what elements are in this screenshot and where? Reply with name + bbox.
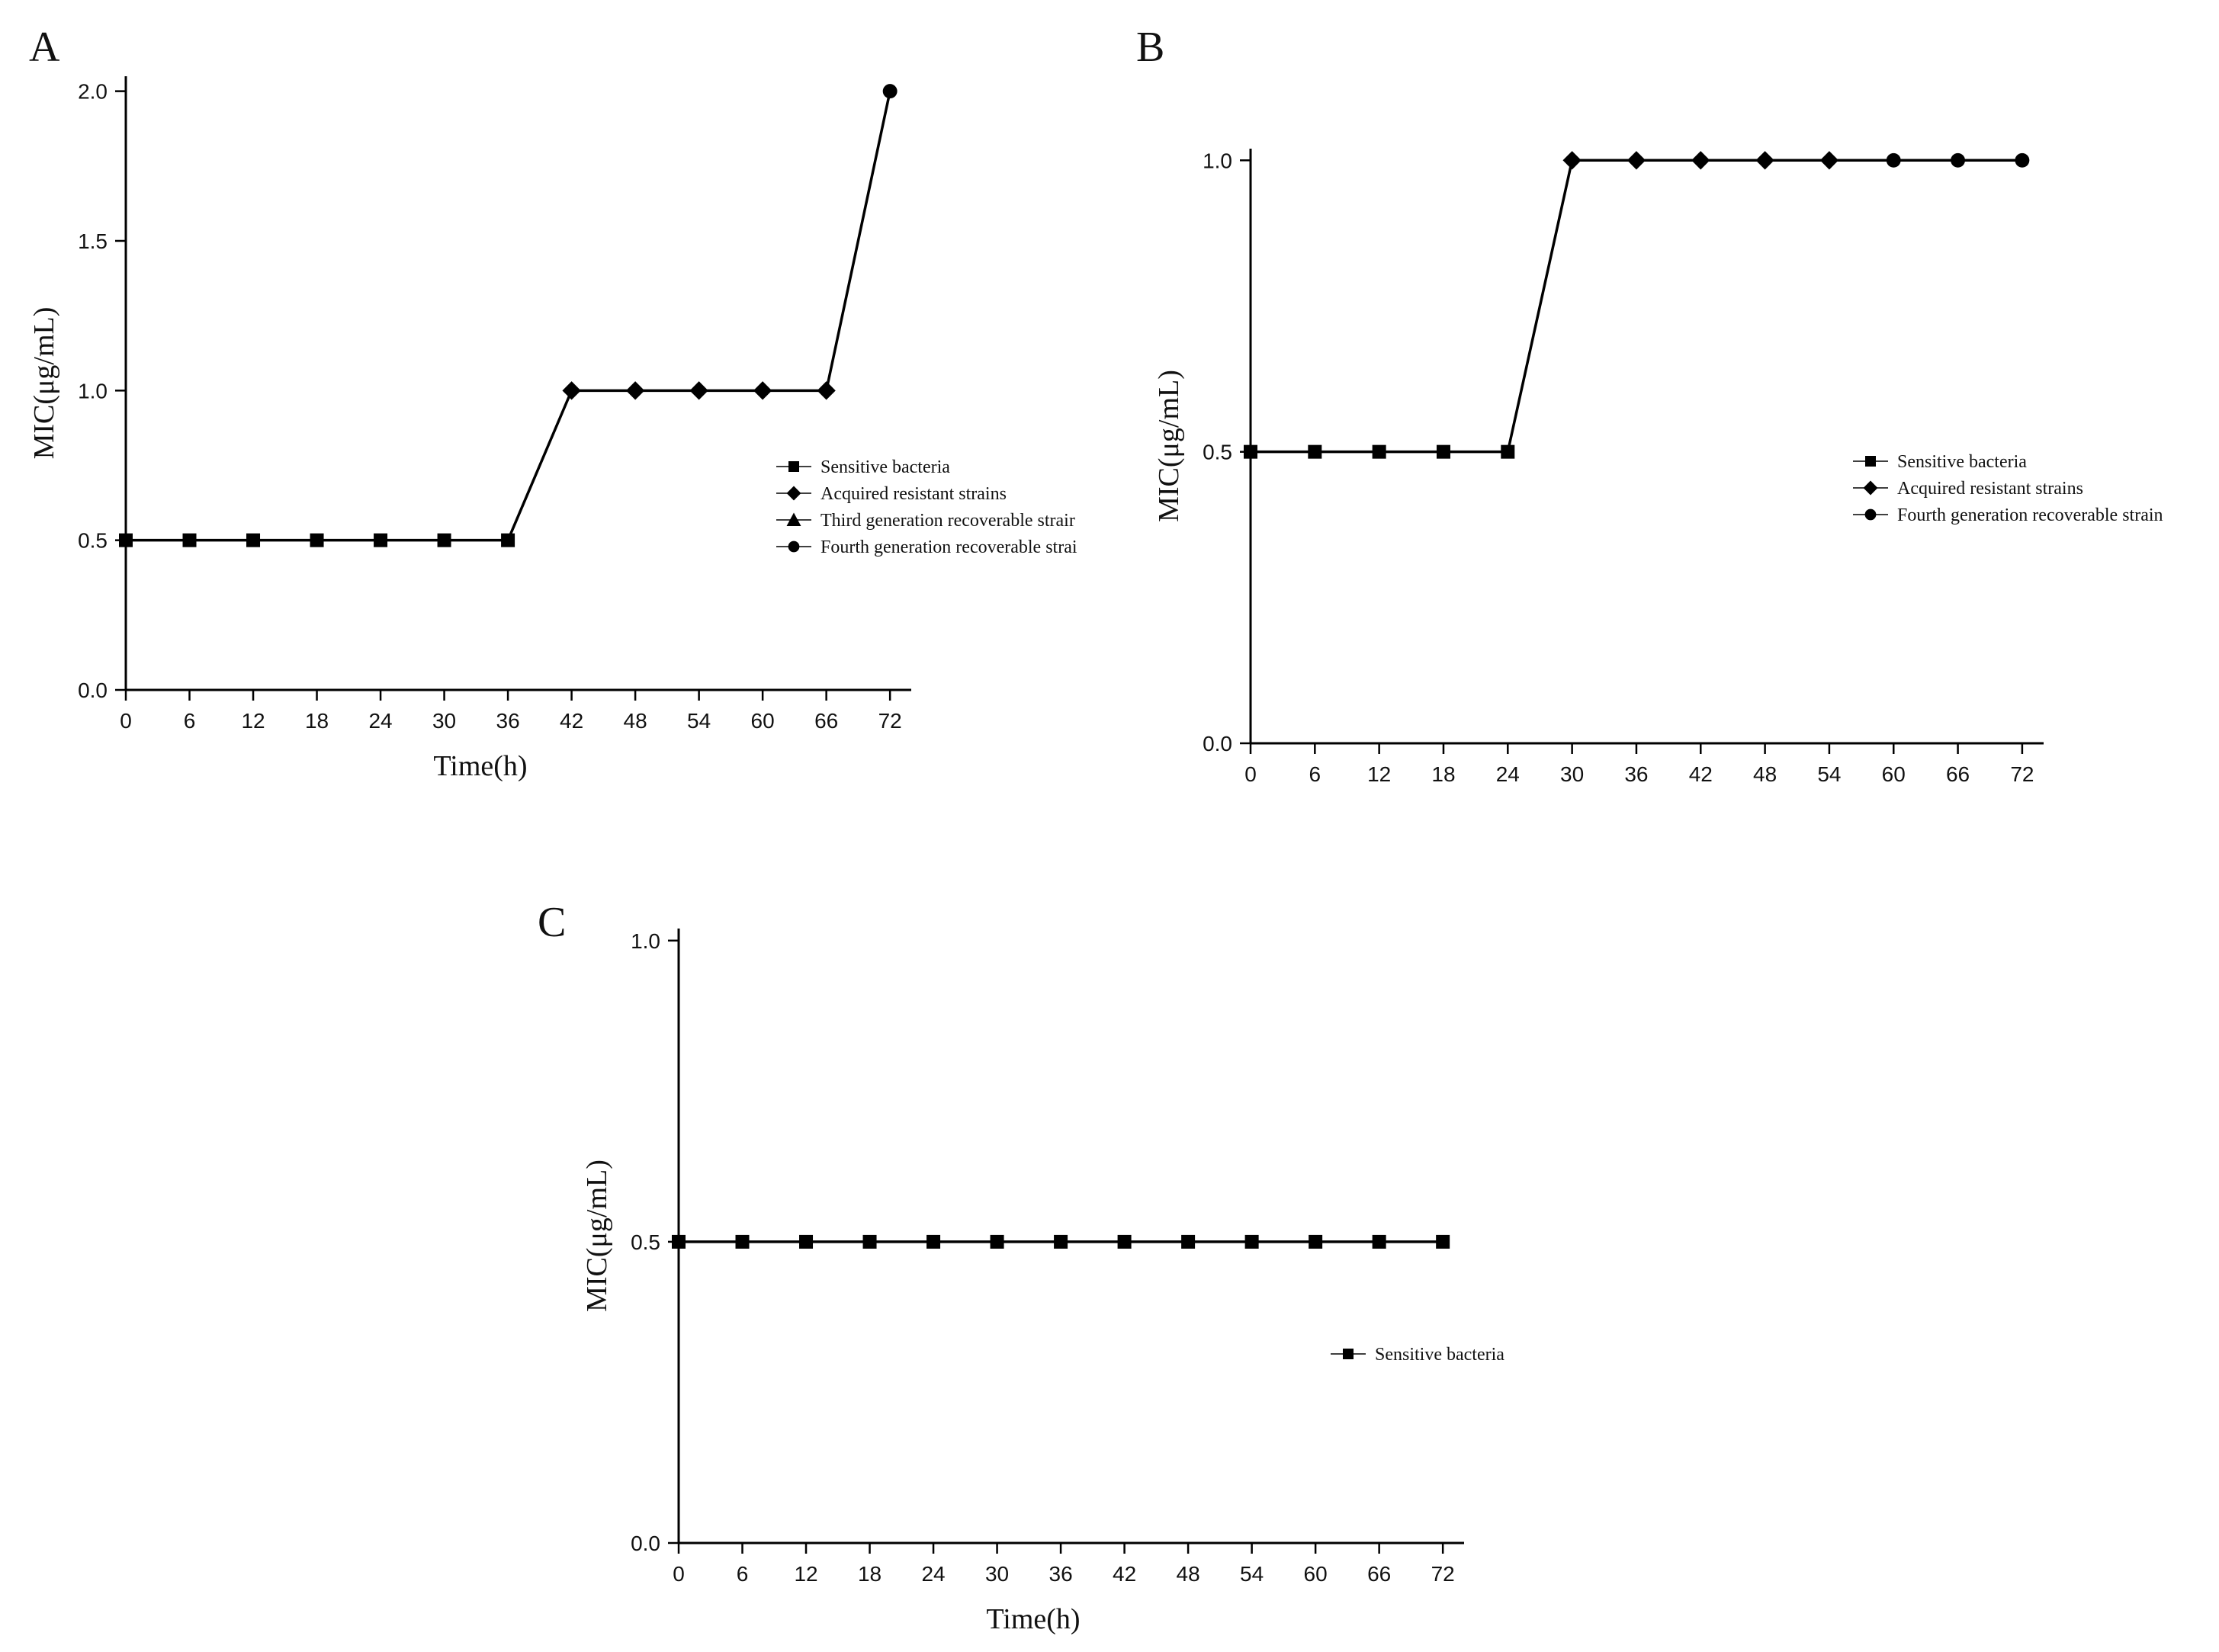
panel-a-x-tick-label: 48 [623, 709, 647, 733]
panel-a-label: A [29, 24, 60, 71]
panel-b-x-tick-label: 66 [1945, 762, 1970, 786]
panel-a-x-tick-label: 6 [183, 709, 196, 733]
panel-a-x-tick-label: 18 [304, 709, 329, 733]
panel-b-point [2015, 153, 2029, 168]
panel-b [1136, 24, 2163, 786]
panel-c-point [926, 1235, 940, 1249]
panel-a-point [246, 534, 260, 547]
panel-b-point [1951, 153, 1965, 168]
panel-b-label: B [1136, 24, 1165, 71]
panel-a-legend-label: Sensitive bacteria [820, 457, 950, 477]
panel-a-series-line-3 [827, 91, 891, 391]
panel-b-x-tick-label: 12 [1367, 762, 1392, 786]
panel-c-y-tick-label: 1.0 [631, 929, 660, 953]
panel-a-x-tick-label: 0 [120, 709, 132, 733]
panel-a-legend-label: Third generation recoverable strair [820, 511, 1075, 531]
panel-c-point [991, 1235, 1004, 1249]
panel-a-x-tick-label: 30 [432, 709, 457, 733]
panel-a-legend [776, 457, 1077, 557]
panel-c-point [1245, 1235, 1259, 1249]
panel-b-point [1627, 151, 1646, 169]
panel-a-point [438, 534, 451, 547]
panel-b-legend-marker [1864, 481, 1878, 496]
panel-c-x-tick-label: 60 [1303, 1562, 1328, 1586]
panel-b-x-tick-label: 48 [1753, 762, 1777, 786]
panel-c-point [1054, 1235, 1068, 1249]
panel-c-x-tick-label: 24 [921, 1562, 946, 1586]
panel-c-x-axis-title: Time(h) [986, 1603, 1081, 1635]
panel-a-x-tick-label: 72 [878, 709, 902, 733]
panel-b-legend-label: Sensitive bacteria [1897, 452, 2027, 472]
panel-b-point [1755, 151, 1774, 169]
panel-b-x-tick-label: 6 [1309, 762, 1321, 786]
panel-c-x-tick-label: 72 [1431, 1562, 1455, 1586]
panel-a-point [119, 534, 133, 547]
panel-a-x-tick-label: 66 [814, 709, 839, 733]
panel-a-x-tick-label: 42 [560, 709, 584, 733]
panel-b-y-tick-label: 0.5 [1203, 440, 1232, 464]
panel-b-series-line-1 [1508, 160, 1829, 451]
panel-c-point [799, 1235, 813, 1249]
panel-c-legend-marker [1343, 1349, 1354, 1359]
panel-c-label: C [538, 899, 567, 946]
panel-a-point [817, 381, 835, 399]
panel-a-y-tick-label: 1.5 [78, 229, 108, 253]
panel-b-x-tick-label: 24 [1495, 762, 1520, 786]
panel-a-legend-marker [788, 541, 800, 553]
panel-c-point [1118, 1235, 1132, 1249]
panel-b-y-axis-title: MIC(μg/mL) [1153, 370, 1185, 522]
panel-a-legend-marker [788, 461, 799, 472]
panel-a-point [883, 84, 898, 98]
panel-a-legend-marker [787, 486, 801, 501]
panel-a-legend-label: Fourth generation recoverable strai [820, 537, 1077, 557]
panel-b-x-tick-label: 72 [2010, 762, 2034, 786]
panel-b-point [1501, 445, 1514, 459]
panel-a-point [626, 381, 644, 399]
panel-a-point [310, 534, 324, 547]
panel-b-legend [1853, 452, 2163, 525]
panel-a [28, 24, 1077, 782]
panel-b-point [1562, 151, 1581, 169]
panel-b-point [1373, 445, 1386, 459]
panel-c-x-tick-label: 42 [1113, 1562, 1137, 1586]
panel-b-y-tick-label: 1.0 [1203, 149, 1232, 173]
panel-a-x-tick-label: 12 [241, 709, 265, 733]
panel-a-x-tick-label: 36 [496, 709, 520, 733]
panel-a-x-tick-label: 24 [368, 709, 393, 733]
panel-a-y-tick-label: 0.5 [78, 528, 108, 553]
panel-b-y-tick-label: 0.0 [1203, 732, 1232, 755]
panel-c-legend-label: Sensitive bacteria [1375, 1345, 1504, 1365]
panel-b-x-tick-label: 36 [1624, 762, 1649, 786]
panel-c-x-tick-label: 6 [736, 1562, 749, 1586]
panel-c-point [1436, 1235, 1450, 1249]
panel-b-legend-marker [1865, 509, 1877, 521]
panel-a-series-line-1 [508, 390, 827, 540]
panel-a-point [753, 381, 772, 399]
panel-b-point [1308, 445, 1321, 459]
panel-a-y-tick-label: 2.0 [78, 79, 108, 104]
panel-a-point [374, 534, 387, 547]
panel-b-legend-label: Fourth generation recoverable strain [1897, 505, 2163, 525]
panel-c-y-tick-label: 0.5 [631, 1230, 660, 1254]
panel-c-x-tick-label: 12 [794, 1562, 818, 1586]
panel-c-x-tick-label: 48 [1176, 1562, 1200, 1586]
panel-c-x-tick-label: 66 [1367, 1562, 1392, 1586]
panel-c-point [1373, 1235, 1386, 1249]
panel-b-point [1887, 153, 1901, 168]
panel-c-point [736, 1235, 750, 1249]
panel-a-x-axis-title: Time(h) [433, 750, 528, 782]
panel-c-x-tick-label: 36 [1048, 1562, 1073, 1586]
panel-c-point [863, 1235, 877, 1249]
panel-b-point [1820, 151, 1838, 169]
panel-c-y-axis-title: MIC(μg/mL) [581, 1160, 613, 1312]
panel-b-x-tick-label: 42 [1688, 762, 1713, 786]
panel-b-point [1437, 445, 1450, 459]
panel-b-legend-marker [1865, 456, 1876, 467]
panel-c-x-tick-label: 18 [857, 1562, 882, 1586]
panel-a-point [183, 534, 197, 547]
panel-a-y-tick-label: 1.0 [78, 379, 108, 403]
panel-a-y-axis-title: MIC(μg/mL) [28, 306, 60, 460]
panel-b-x-tick-label: 54 [1817, 762, 1842, 786]
panel-a-legend-label: Acquired resistant strains [820, 484, 1007, 504]
panel-c-point [1309, 1235, 1322, 1249]
panel-c-x-tick-label: 0 [673, 1562, 685, 1586]
panel-c-x-tick-label: 30 [984, 1562, 1010, 1586]
panel-a-y-tick-label: 0.0 [78, 678, 108, 702]
panel-b-legend-label: Acquired resistant strains [1897, 479, 2083, 499]
panel-c-point [672, 1235, 686, 1249]
panel-b-x-tick-label: 0 [1244, 762, 1257, 786]
panel-a-point [501, 534, 515, 547]
panel-a-point [562, 381, 580, 399]
panel-c-y-tick-label: 0.0 [631, 1532, 660, 1555]
panel-c [538, 899, 1504, 1635]
panel-a-point [689, 381, 708, 399]
panel-b-x-tick-label: 60 [1881, 762, 1906, 786]
panel-b-point [1691, 151, 1710, 169]
panel-a-x-tick-label: 60 [750, 709, 775, 733]
panel-b-x-tick-label: 30 [1560, 762, 1585, 786]
panel-b-point [1244, 445, 1257, 459]
panel-c-x-tick-label: 54 [1240, 1562, 1264, 1586]
panel-b-x-tick-label: 18 [1431, 762, 1456, 786]
panel-c-point [1181, 1235, 1195, 1249]
panel-a-x-tick-label: 54 [687, 709, 711, 733]
panel-c-legend [1331, 1345, 1504, 1365]
